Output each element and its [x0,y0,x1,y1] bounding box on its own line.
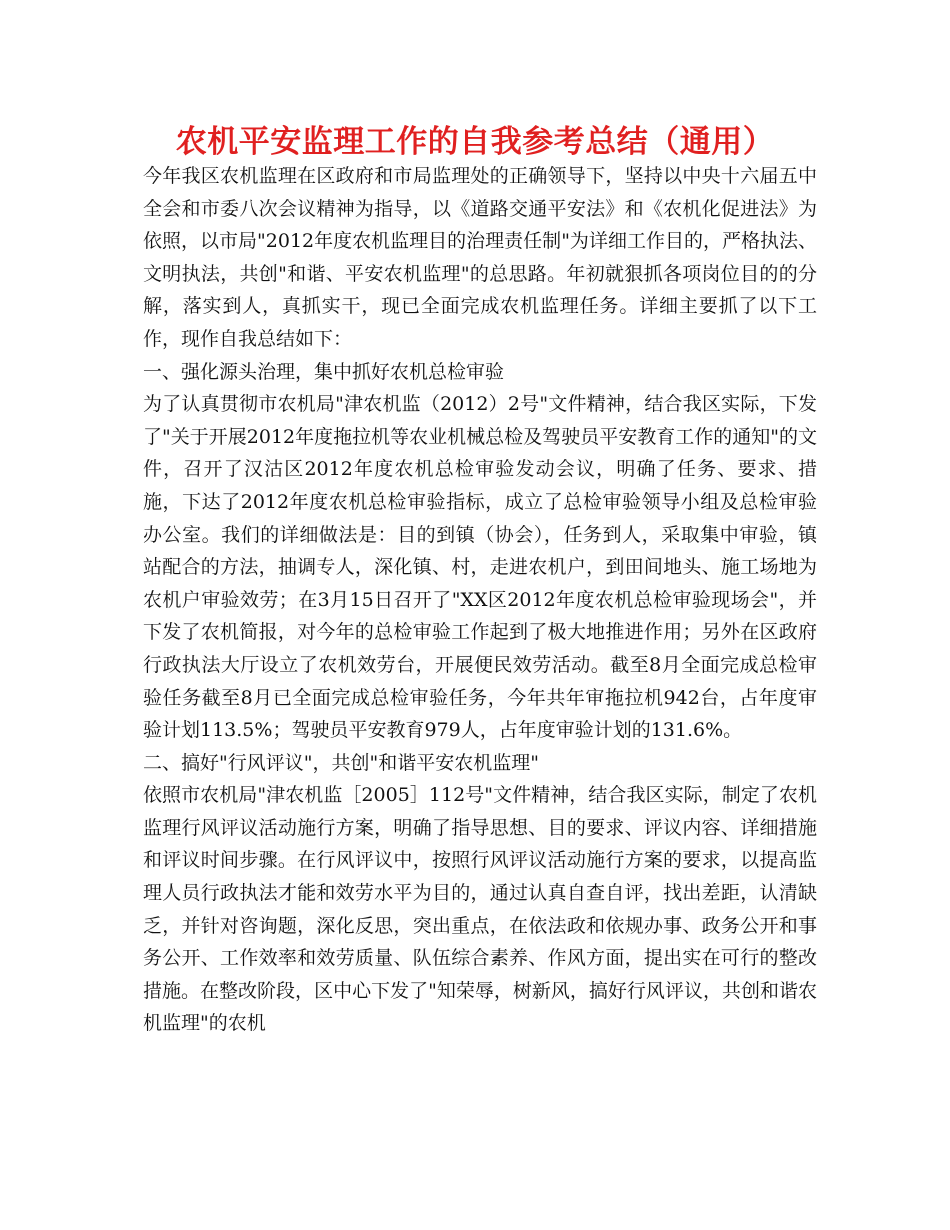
section-heading-2: 二、搞好"行风评议"，共创"和谐平安农机监理" [143,751,539,774]
document-body [143,160,817,1040]
paragraph-section-1: 为了认真贯彻市农机局"津农机监（2012）2号"文件精神，结合我区实际，下发了"关于开展2012年度拖拉机等农业机械总检及驾驶员平安教育工作的通知"的文件，召开了汉沽区2012年度农机总检审验发动会议，明确了任务、要求、措施，下达了2012年度农机总检审验指标，成立了总检审验领导小组及总检审验办公室。我们的详细做法是：目的到镇（协会），任务到人，采取集中审验，镇站配合的方法，抽调专人，深化镇、村，走进农机户，到田间地头、施工场地为农机户审验效劳；在3月15日召开了"XX区2012年度农机总检审验现场会"，并下发了农机简报，对今年的总检审验工作起到了极大地推进作用；另外在区政府行政执法大厅设立了农机效劳台，开展便民效劳活动。截至8月全面完成总检审验任务截至8月已全面完成总检审验任务，今年共年审拖拉机942台，占年度审验计划113.5%；驾驶员平安教育979人，占年度审验计划的131.6%。 [143,393,817,742]
paragraph-section-2: 依照市农机局"津农机监［2005］112号"文件精神，结合我区实际，制定了农机监理行风评议活动施行方案，明确了指导思想、目的要求、评议内容、详细措施和评议时间步骤。在行风评议中，按照行风评议活动施行方案的要求，以提高监理人员行政执法才能和效劳水平为目的，通过认真自查自评，找出差距，认清缺乏，并针对咨询题，深化反思，突出重点，在依法政和依规办事、政务公开和事务公开、工作效率和效劳质量、队伍综合素养、作风方面，提出实在可行的整改措施。在整改阶段，区中心下发了"知荣辱，树新风，搞好行风评议，共创和谐农机监理"的农机 [143,784,817,1035]
section-heading-1: 一、强化源头治理，集中抓好农机总检审验 [143,360,505,383]
paragraph-intro: 今年我区农机监理在区政府和市局监理处的正确领导下，坚持以中央十六届五中全会和市委八次会议精神为指导，以《道路交通平安法》和《农机化促进法》为依照，以市局"2012年度农机监理目的治理责任制"为详细工作目的，严格执法、文明执法，共创"和谐、平安农机监理"的总思路。年初就狠抓各项岗位目的的分解，落实到人，真抓实干，现已全面完成农机监理任务。详细主要抓了以下工作，现作自我总结如下： [143,165,817,350]
document-title: 农机平安监理工作的自我参考总结（通用） [175,124,775,160]
